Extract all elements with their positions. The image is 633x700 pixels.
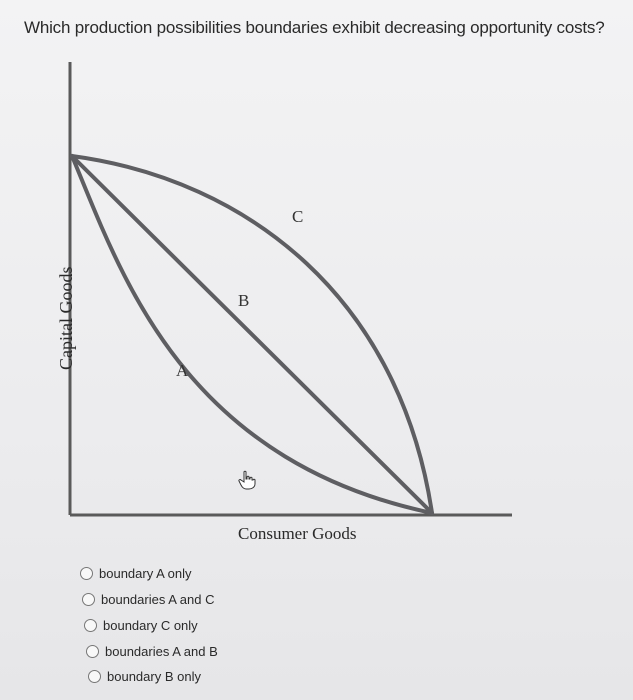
option-boundaries-a-and-b[interactable] [86, 644, 218, 659]
question-text: Which production possibilities boundaries exhibit decreasing opportunity costs? [24, 18, 605, 37]
radio-button[interactable] [86, 645, 99, 658]
option-boundary-b-only[interactable] [88, 669, 201, 684]
option-label: boundary C only [103, 618, 198, 633]
option-boundary-a-only[interactable] [80, 566, 192, 581]
radio-button[interactable] [88, 670, 101, 683]
option-label: boundaries A and B [105, 644, 218, 659]
option-label: boundaries A and C [101, 592, 215, 607]
curve-label-a: A [176, 361, 189, 380]
radio-button[interactable] [82, 593, 95, 606]
option-label: boundary B only [107, 669, 201, 684]
option-boundary-c-only[interactable] [84, 618, 198, 633]
pointer-hand-icon [238, 470, 256, 490]
boundary-b-line [72, 156, 432, 513]
curve-label-c: C [292, 207, 304, 226]
x-axis-label: Consumer Goods [238, 524, 357, 543]
option-label: boundary A only [99, 566, 192, 581]
curve-label-b: B [238, 291, 250, 310]
y-axis-label: Capital Goods [56, 266, 76, 370]
option-boundaries-a-and-c[interactable] [82, 592, 214, 607]
radio-button[interactable] [80, 567, 93, 580]
radio-button[interactable] [84, 619, 97, 632]
